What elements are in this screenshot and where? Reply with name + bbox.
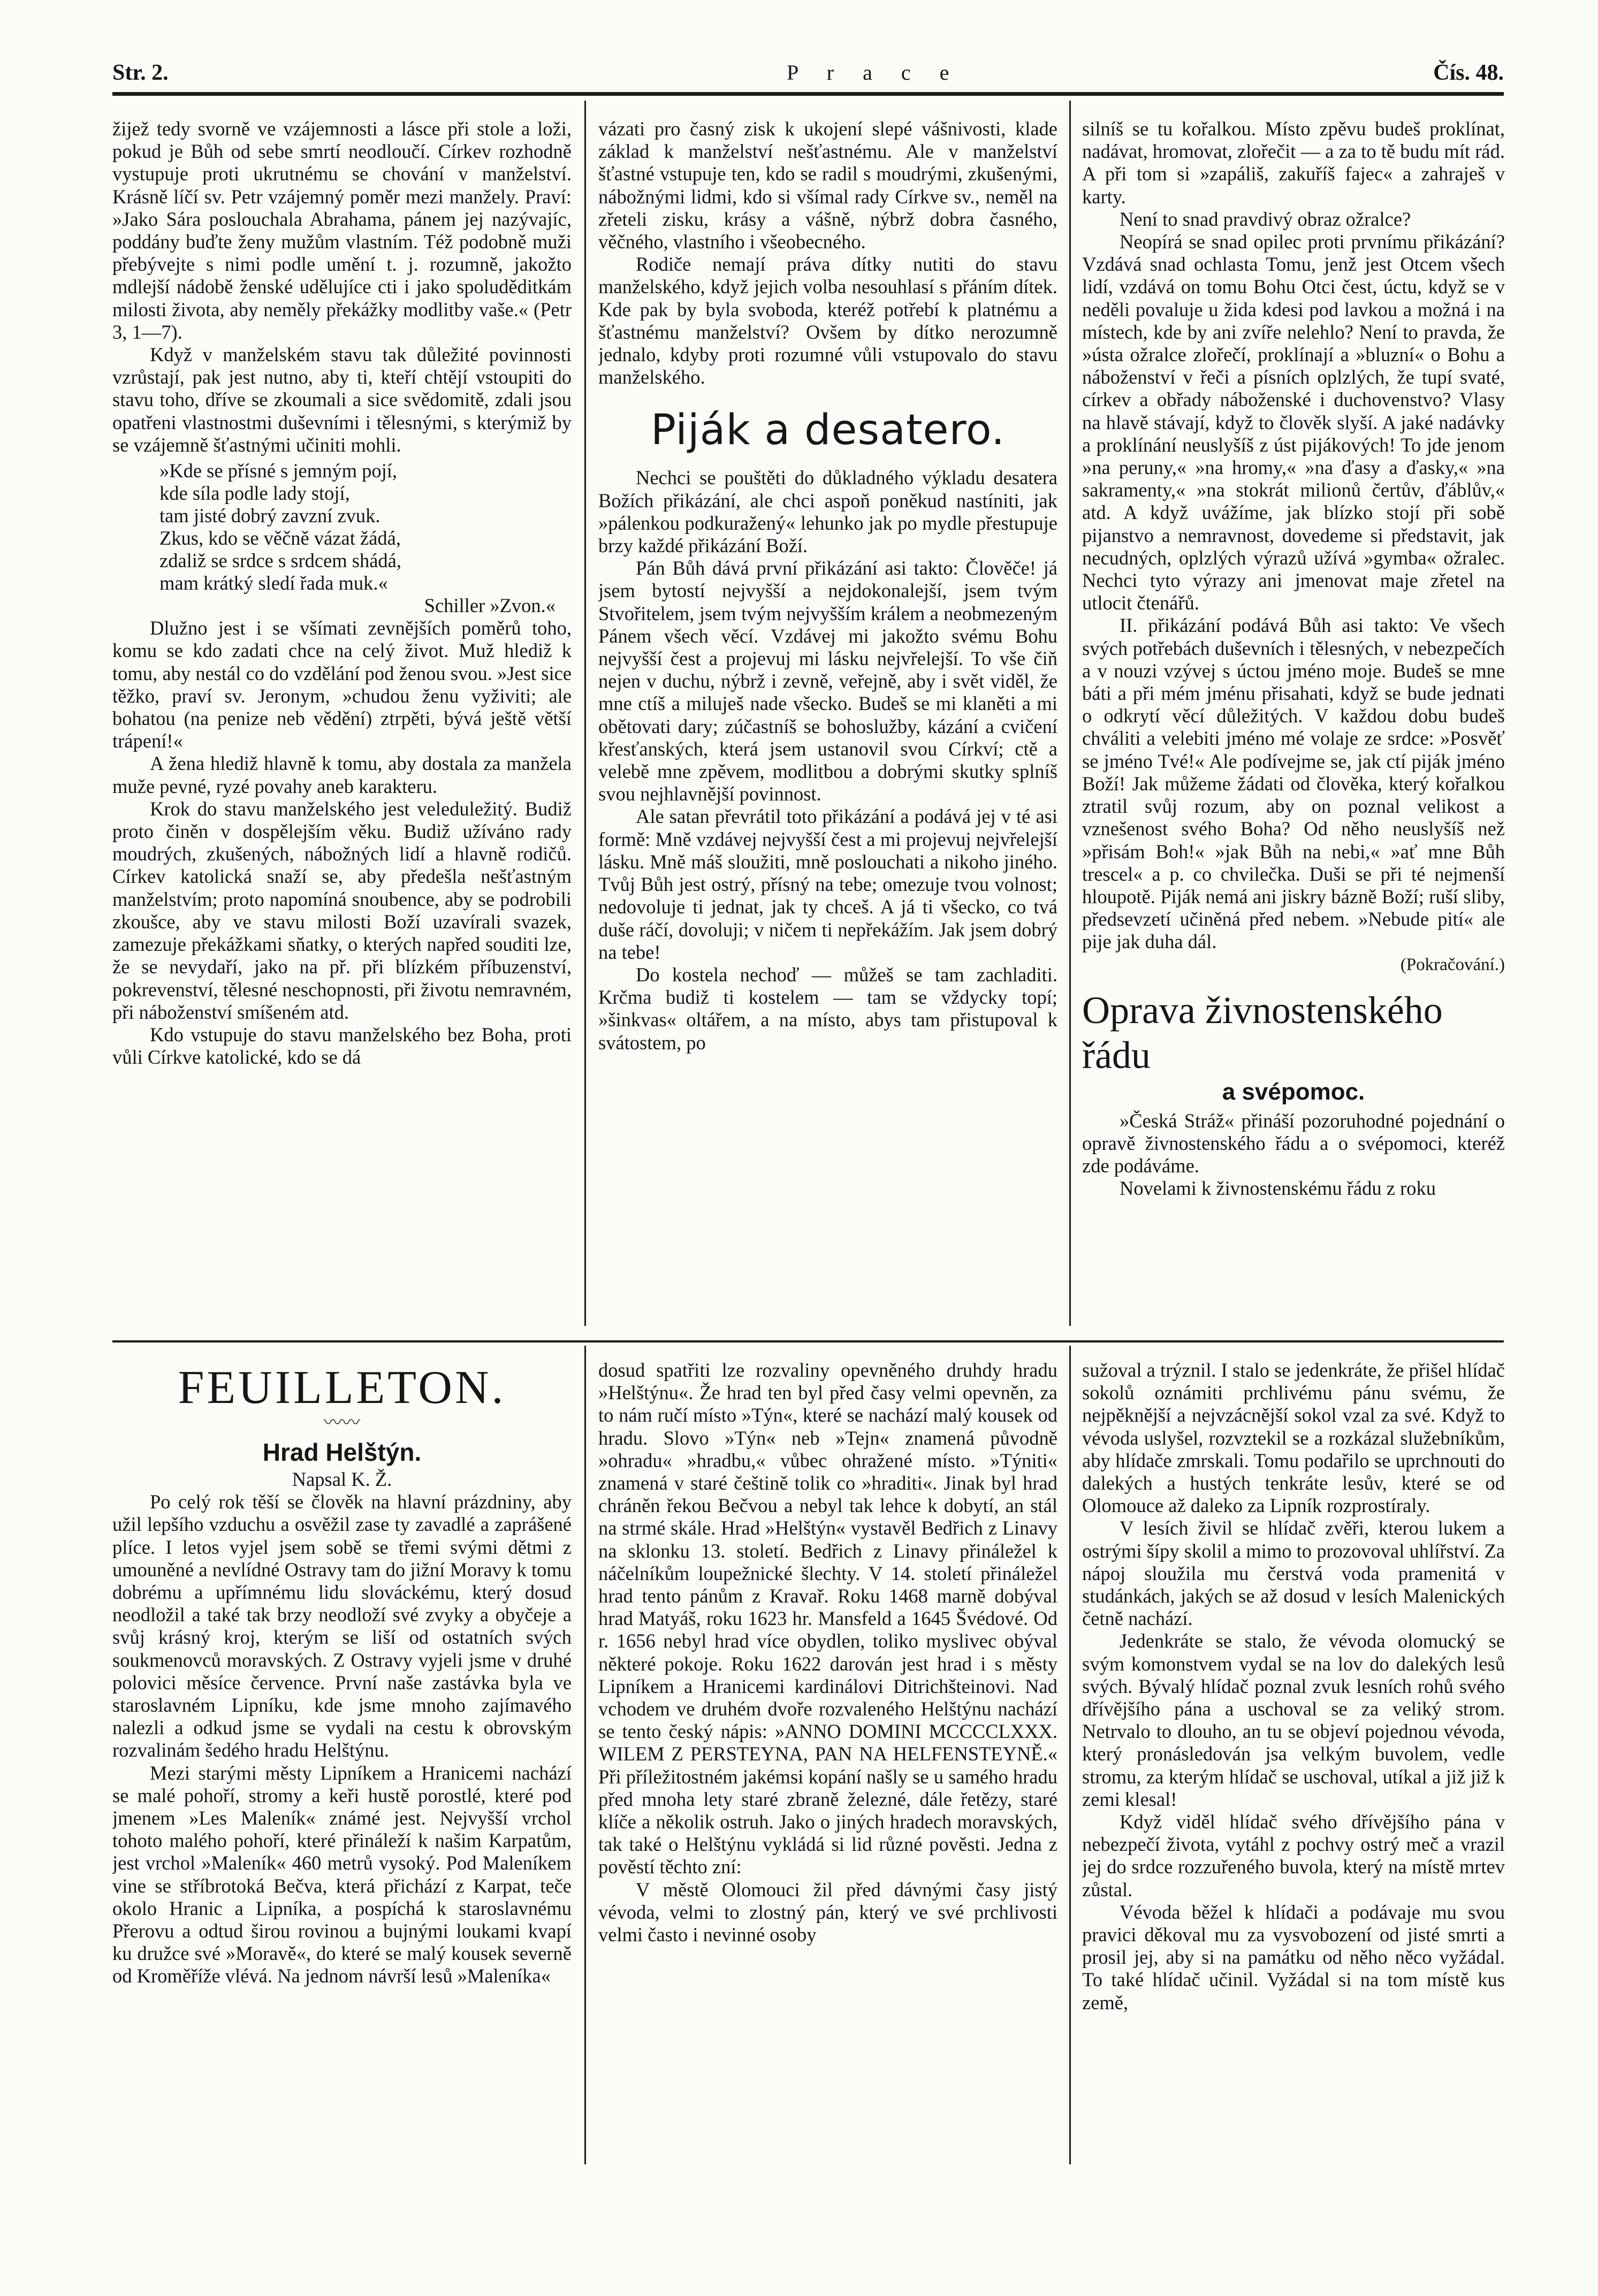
- paragraph: Mezi starými městy Lipníkem a Hranicemi nachází se malé pohoří, stromy a keři hustě porostlé, které pod jmenem »Les Maleník« známé jest. Nejvyšší vrchol tohoto malého pohoří, které přináleží k našim Karpatům, jest vrchol »Maleník« 460 metrů vysoký. Pod Maleníkem vine se stříbrotoká Bečva, která přichází z Karpat, teče okolo Hranic a Lipníka, a pospíchá k staroslavnému Přerovu a odtud širou rovinou a bujnými loukami kvapí ku družce své »Moravě«, do které se malý kousek severně od Kroměříže vlévá. Na jednom návrší lesů »Maleníka«: [112, 1761, 572, 1987]
- article-subtitle: a svépomoc.: [1222, 1078, 1365, 1105]
- paragraph: Neopírá se snad opilec proti prvnímu přikázání? Vzdává snad ochlasta Tomu, jenž jest Otcem všech lidí, vzdává on tomu Bohu Otci čest, úctu, když se v neděli povaluje u žida kdesi pod lavkou a možná i na místech, kde by ani zvíře nelehlo? Není to pravda, že »ústa ožralce zlořečí, proklínají a »bluzní« o Bohu a náboženství v řeči a písních oplzlých, že tupí svaté, církev a obřady náboženské i duchovenstvo? Vlasy na hlavě stávají, když to člověk slyší. A jaké nadávky a proklínání neuslyšíš z úst pijákových! To jde jenom »na peruny,« »na hromy,« »na ďasy a ďasky,« »na sakramenty,« »na stokrát milionů čertův, ďáblův,« atd. A když uvážíme, jak blízko stojí při sobě pijanstvo a nemravnost, dovedeme si představit, jak necudných, oplzlých výrazů užívá »gymba« ožralec. Nechci tyto výrazy ani jmenovat maje zřetel na utlocit čtenářů.: [1082, 231, 1505, 614]
- article-column-1: [112, 118, 572, 1338]
- paragraph: Rodiče nemají práva dítky nutiti do stavu manželského, když jejich volba nesouhlasí s přáním dítek. Kde pak by byla svoboda, kteréž potřebí k platnému a šťastnému manželství? Ovšem by dítko nerozumně jednalo, kdyby proti rozumné vůli vstupovalo do stavu manželského.: [598, 253, 1057, 388]
- feuilleton-divider: [112, 1340, 1504, 1342]
- paragraph: Jedenkráte se stalo, že vévoda olomucký se svým komonstvem vydal se na lov do dalekých lesů svých. Bývalý hlídač poznal zvuk lesních rohů svého dřívějšího pána a uschoval se za veliký strom. Netrvalo to dlouho, an tu se objeví pojednou vévoda, který pronásledován jsa velkým buvolem, vedle stromu, za kterým hlídač se uschoval, utíkal a již již k zemi klesal!: [1082, 1630, 1505, 1810]
- column-rule-1: [584, 101, 586, 1326]
- paragraph: Po celý rok těší se člověk na hlavní prázdniny, aby užil lepšího vzduchu a osvěžil zase ty zavadlé a zaprášené plíce. I letos vyjel jsem sobě se třemi svými dětmi z umouněné a nevlídné Ostravy tam do jižní Moravy k tomu dobrému a upřímnému lidu slováckému, který dosud neodložil a také tak brzy neodloží své zvyky a obyčeje a svůj krásný kroj, kterým se liší od ostatních svých soukmenovců moravských. Z Ostravy vyjeli jsme v druhé polovici měsíce července. První naše zastávka byla ve staroslavném Lipníku, kde jsme mnoho zajímavého nalezli a odkud jsme se vydali na cestu k obrovským rozvalinám šedého hradu Helštýnu.: [112, 1491, 572, 1761]
- poem-line: kde síla podle lady stojí,: [159, 482, 350, 505]
- paragraph: Krok do stavu manželského jest veleduležitý. Budiž proto činěn v dospělejším věku. Budiž užíváno rady moudrých, zkušených, nábožných lidí a hlavně rodičů. Církev katolická snaží se, aby předešla nešťastným manželstvím; proto napomíná snoubence, aby se podrobili zkoušce, aby ve stavu milosti Boží uzavírali svazek, zamezuje překážkami sňatky, o kterých napřed souditi lze, že se nevydaří, jako na př. při blízkém příbuzenství, pokrevenství, tělesné neschopnosti, při životu nemravném, při náboženství smíšeném atd.: [112, 797, 572, 1023]
- paragraph: sužoval a trýznil. I stalo se jedenkráte, že přišel hlídač sokolů oznámiti prchlivému pánu svému, že nejpěknější a nejvzácnější sokol vzal za své. Když to vévoda uslyšel, rozvztekil se a rozkázal služebníkům, aby hlídače zmrskali. Tomu podařilo se uprchnouti do dalekých a hustých tenkráte lesův, které se od Olomouce až daleko za Lipník rozprostíraly.: [1082, 1359, 1505, 1517]
- paragraph: silníš se tu kořalkou. Místo zpěvu budeš proklínat, nadávat, hromovat, zlořečit — a za to tě budu mít rád. A při tom si »zapáliš, zakuříš fajec« a zahraješ v karty.: [1082, 118, 1505, 208]
- feuilleton-rule-1: [584, 1346, 586, 2164]
- continuation-note: (Pokračování.): [1400, 955, 1505, 974]
- paragraph: vázati pro časný zisk k ukojení slepé vášnivosti, klade základ k manželství nešťastnému. Ale v manželství šťastné vstupuje ten, kdo se radil s moudrými, zkušenými, nábožnými lidmi, kdo si všímal rady Církve sv., neměl na zřeteli zisku, krásy a vášně, nýbrž dobra časného, věčného, vlastního i všeobecného.: [598, 118, 1057, 253]
- page-number: Str. 2.: [112, 60, 169, 85]
- feuilleton-title: FEUILLETON.: [178, 1362, 506, 1414]
- poem-line: zdaliž se srdce s srdcem shádá,: [159, 550, 402, 572]
- poem-quote: [112, 460, 572, 594]
- feuilleton-column-1: [112, 1359, 572, 2164]
- issue-number: Čís. 48.: [1433, 60, 1504, 85]
- feuilleton-column-3: [1082, 1359, 1505, 2164]
- poem-line: Zkus, kdo se věčně vázat žádá,: [159, 527, 401, 550]
- paragraph: A žena hlediž hlavně k tomu, aby dostala za manžela muže pevné, ryzé povahy aneb karakteru.: [112, 752, 572, 797]
- page-header: [112, 60, 1504, 87]
- poem-line: »Kde se přísné s jemným pojí,: [159, 460, 398, 482]
- paragraph: Když v manželském stavu tak důležité povinnosti vzrůstají, pak jest nutno, aby ti, kteří chtějí vstoupiti do stavu toho, dříve se zkoumali a sice svědomitě, zdali jsou opatřeni vlastnostmi duševními i tělesnými, s kterýmiž by se vzájemně šťastnými učiniti mohli.: [112, 344, 572, 456]
- paragraph: V městě Olomouci žil před dávnými časy jistý vévoda, velmi to zlostný pán, který ve své prchlivosti velmi často i nevinné osoby: [598, 1878, 1057, 1946]
- paragraph: Do kostela nechoď — můžeš se tam zachladiti. Krčma budiž ti kostelem — tam se vždycky topí; »šinkvas« oltářem, a na místo, abys tam přistupoval k svátostem, po: [598, 963, 1057, 1054]
- story-author: Napsal K. Ž.: [292, 1468, 392, 1490]
- paragraph: Kdo vstupuje do stavu manželského bez Boha, proti vůli Církve katolické, kdo se dá: [112, 1023, 572, 1069]
- paragraph: Vévoda běžel k hlídači a podávaje mu svou pravici děkoval mu za vysvobození od jisté smrti a prosil jej, aby si na památku od něho něco vyžádal. To také hlídač učinil. Vyžádal si na tom místě kus země,: [1082, 1901, 1505, 2013]
- ornament: 〰〰: [324, 1413, 360, 1433]
- paragraph: Pán Bůh dává první přikázání asi takto: Člověče! já jsem bytostí nejvyšší a nejdokonalejší, jsem tvým Stvořitelem, jsem tvým nejvyšším králem a neobmezeným Pánem všech věcí. Vzdávej mi jakožto svému Bohu nejvyšší čest a projevuj mi lásku nejvřelejší. To vše čiň nejen v duchu, nýbrž i zevně, veřejně, aby i svět viděl, že mne ctíš a miluješ nade všecko. Budeš se mi klaněti a mi obětovati dary; zúčastníš se bohoslužby, kázání a cvičení křesťanských, která jsem ustanovil svou Církví; ctě a velebě mne zpěvem, modlitbou a dobrými skutky splníš svou nejhlavnější povinnost.: [598, 557, 1057, 805]
- paragraph: Ale satan převrátil toto přikázání a podává jej v té asi formě: Mně vzdávej nejvyšší čest a mi projevuj nejvřelejší lásku. Mně máš sloužiti, mně poslouchati a nikoho jiného. Tvůj Bůh jest ostrý, přísný na tebe; omezuje tvou volnost; nedovoluje ti jednat, jak ty chceš. A já ti všecko, co tvá duše ráčí, dovoluji; v ničem ti nepřekážím. Jak jsem dobrý na tebe!: [598, 805, 1057, 963]
- poem-line: tam jisté dobrý zavzní zvuk.: [159, 505, 381, 527]
- paragraph: Nechci se pouštěti do důkladného výkladu desatera Božích přikázání, ale chci aspoň poněkud nastíniti, jak »pálenkou podkuražený« lehunko jak po mydle přestupuje brzy každé přikázání Boží.: [598, 467, 1057, 557]
- paragraph: Když viděl hlídač svého dřívějšího pána v nebezpečí života, vytáhl z pochvy ostrý meč a vrazil jej do srdce rozzuřeného buvola, který na místě mrtev zůstal.: [1082, 1811, 1505, 1901]
- story-title: Hrad Helštýn.: [262, 1438, 422, 1466]
- paragraph: Novelami k živnostenskému řádu z roku: [1120, 1177, 1436, 1200]
- paragraph: dosud spatřiti lze rozvaliny opevněného druhdy hradu »Helštýnu«. Že hrad ten byl před časy velmi opevněn, za to nám ručí místo »Týn«, které se nachází malý kousek od hradu. Slovo »Týn« neb »Tejn« znamená původně »ohradu« »hradbu,« vůbec ohražené místo. »Týniti« znamená v staré češtině tolik co »hraditi«. Jinak byl hrad chráněn řekou Bečvou a nebyl tak lehce k dobytí, an stál na strmé skále. Hrad »Helštýn« vystavěl Bedřich z Linavy na sklonku 13. století. Bedřich z Linavy přináležel k náčelníkům loupežnické šlechty. V 14. století přináležel hrad tento pánům z Kravař. Roku 1468 marně dobýval hrad Matyáš, roku 1623 hr. Mansfeld a 1645 Švédové. Od r. 1656 nebyl hrad více obydlen, toliko myslivec obýval některé pokoje. Roku 1622 darován jest hrad i s městy Lipníkem a Hranicemi kardinálovi Ditrichšteinovi. Nad vchodem ve druhém dvoře rozvaleného Helštýnu nachází se tento český nápis: »ANNO DOMINI MCCCCLXXX. WILEM Z PERSTEYNA, PAN NA HELFENSTEYNĚ.« Při příležitostném jakémsi kopání našly se u samého hradu před mnoha lety staré zbraně železné, dále řetězy, staré klíče a několik ostruh. Jako o jiných hradech moravských, tak také o Helštýnu vykládá si lid různé pověsti. Jedna z pověstí těchto zní:: [598, 1359, 1057, 1878]
- paragraph: V lesích živil se hlídač zvěři, kterou lukem a ostrými šípy skolil a mimo to prozovoval uhlířství. Za nápoj sloužila mu čerstvá voda pramenitá v studánkách, jakých se až dosud v lesích Malenických četně nachází.: [1082, 1517, 1505, 1630]
- paragraph: Dlužno jest i se všímati zevnějších poměrů toho, komu se kdo zadati chce na celý život. Muž hlediž k tomu, aby nestál co do vzdělání pod ženou svou. »Jest sice těžko, praví sv. Jeronym, »chudou ženu vyživiti; ale bohatou (na penize neb vědění) ztrpěti, bývá ještě větší trápení!«: [112, 617, 572, 752]
- header-rule: [112, 92, 1504, 96]
- article-column-3: [1082, 118, 1505, 1338]
- paragraph: Není to snad pravdivý obraz ožralce?: [1120, 208, 1411, 230]
- paragraph: »Česká Stráž« přináší pozoruhodné pojednání o opravě živnostenského řádu a o svépomoci, kteréž zde podáváme.: [1082, 1109, 1505, 1177]
- paragraph: žijež tedy svorně ve vzájemnosti a lásce při stole a loži, pokud je Bůh od sebe smrtí neodloučí. Církev rozhodně vystupuje proti ukrutnému se chování v manželství. Krásně líčí sv. Petr vzájemný poměr mezi manžely. Praví: »Jako Sára poslouchala Abrahama, pánem jej nazývajíc, poddány buďte ženy mužům vlastním. Též podobně muži přebývejte s nimi podle umění t. j. rozumně, jakožto mdlejší nádobě ženské udělujíce cti i jako spoluděditkám milosti života, aby neměly překážky modlitby vaše.« (Petr 3, 1—7).: [112, 118, 572, 343]
- feuilleton-column-2: [598, 1359, 1057, 2164]
- newspaper-title: P r a c e: [787, 60, 961, 85]
- article-column-2: [598, 118, 1057, 1338]
- poem-line: mam krátký sledí řada muk.«: [159, 572, 388, 594]
- poem-source: Schiller »Zvon.«: [424, 594, 556, 617]
- paragraph: II. přikázání podává Bůh asi takto: Ve všech svých potřebách duševních i tělesných, v nebezpečích a v nouzi vzývej s úctou jméno moje. Budeš se mne báti a při mém jménu přisahati, když se bude jednati o odkrytí věcí důležitých. V každou dobu budeš chváliti a velebiti jméno mé volaje ze srdce: »Posvěť se jméno Tvé!« Ale podívejme se, jak ctí piják jméno Boží! Jak můžeme žádati od člověka, který kořalkou ztratil svůj rozum, aby on poznal velikost a vznešenost svého Boha? Od něho neuslyšíš než »přisám Boh!« »jak Bůh na nebi,« »ať mne Bůh trescel« a p. co chvilečka. Duši se při té nejmenší hloupotě. Piják nemá ani jiskry bázně Boží; ruší sliby, předsevzetí učiněná před nebem. »Nebude pití« ale pije jak duha dál.: [1082, 614, 1505, 953]
- feuilleton-rule-2: [1069, 1346, 1071, 2164]
- article-title-pijak: Piják a desatero.: [650, 406, 1006, 455]
- column-rule-2: [1069, 101, 1071, 1326]
- article-title-oprava: Oprava živnostenského řádu: [1082, 988, 1443, 1077]
